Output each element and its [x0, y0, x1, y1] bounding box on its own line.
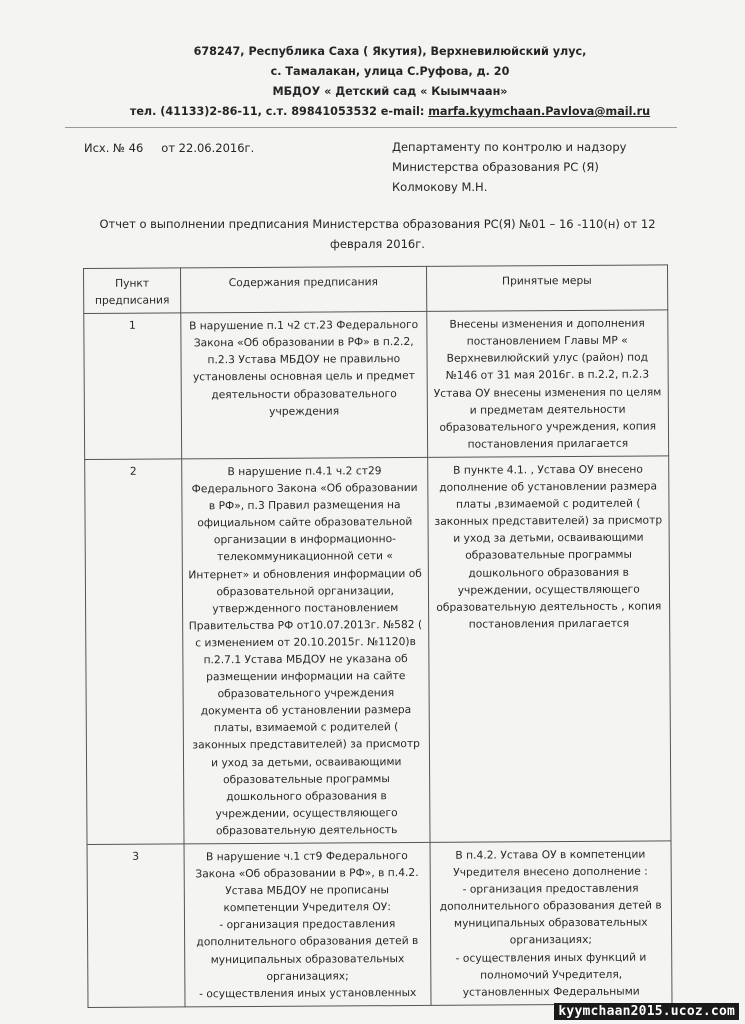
measures-taken: Внесены изменения и дополнения постановлением Главы МР « Верхневилюйский улус (район) под №146 от 31 мая 2016г. в п.2.2, п.2.3 Устава ОУ внесены изменения по целям и предметам деятельности образовательного учреждения, копия постановления прилагается: [426, 310, 668, 457]
letterhead-address: 678247, Республика Саха ( Якутия), Верхневилюйский улус,: [193, 45, 587, 58]
measures-item: - организация предоставления дополнительного образования детей в муниципальных образовательных организациях;: [439, 881, 662, 947]
measures-taken: [430, 841, 672, 1005]
column-header: Содержания предписания: [180, 266, 426, 313]
prescription-item: - организация предоставления дополнительного образования детей в муниципальных образовательных организациях;: [196, 917, 419, 983]
measures-item: - осуществления иных функций и полномочий Учредителя, установленных Федеральными: [455, 950, 647, 999]
table-row: [84, 310, 669, 459]
measures-taken: В пункте 4.1. , Устава ОУ внесено дополнение об установлении размера платы ,взимаемой с родителей ( законных представителей) за присмотр и уход за детьми, осваивающими образовательные программы дошкольного образования в учреждении, осуществляющего образовательную деятельность , копия постановления прилагается: [427, 456, 671, 843]
letterhead-street: с. Тамалакан, улица С.Руфова, д. 20: [270, 65, 510, 78]
letterhead-phone: тел. (41133)2-86-11, с.т. 89841053532 e-mail:: [129, 105, 429, 118]
letterhead-contacts: [110, 102, 670, 122]
prescription-content: В нарушение п.1 ч2 ст.23 Федерального Закона «Об образовании в РФ» в п.2.2, п.2.3 Устава МБДОУ не правильно установлены основная цель и предмет деятельности образовательного учреждения: [181, 312, 427, 459]
addressee-block: [392, 137, 626, 197]
site-watermark: kyymchaan2015.ucoz.com: [554, 1003, 739, 1020]
outgoing-reference: [84, 141, 272, 155]
column-header: Принятые меры: [426, 265, 668, 312]
prescription-item: - осуществления иных установленных: [199, 985, 417, 1001]
column-header: Пункт предписания: [84, 268, 181, 314]
letterhead: [110, 42, 670, 122]
row-number: 1: [84, 313, 182, 459]
addressee-line: Департаменту по контролю и надзору: [392, 140, 627, 154]
table-row: [85, 456, 671, 845]
row-number: 3: [87, 844, 185, 1007]
table-header-row: [84, 265, 668, 314]
outgoing-number: Исх. № 46: [84, 141, 144, 155]
prescription-text: В нарушение ч.1 ст9 Федерального Закона «Об образовании в РФ», в п.4.2. Устава МБДОУ не прописаны компетенции Учредителя ОУ:: [195, 849, 419, 915]
outgoing-date: от 22.06.2016г.: [161, 141, 255, 155]
letterhead-org: МБДОУ « Детский сад « Кыымчаан»: [272, 85, 508, 98]
prescription-table: [83, 264, 673, 1007]
addressee-line: Министерства образования РС (Я): [392, 160, 599, 174]
table-row: [87, 841, 672, 1007]
letterhead-email[interactable]: marfa.kyymchaan.Pavlova@mail.ru: [428, 105, 651, 118]
row-number: 2: [85, 459, 184, 845]
header-divider: [65, 127, 677, 128]
addressee-name: Колмокову М.Н.: [392, 180, 488, 194]
prescription-content: В нарушение п.4.1 ч.2 ст29 Федерального Закона «Об образовании в РФ», п.3 Правил размещения на официальном сайте образовательной организации в информационно-телекоммуникационной сети « Интернет» и обновления информации об образовательной организации, утвержденного постановлением Правительства РФ от10.07.2013г. №582 ( с изменением от 20.10.2015г. №1120)в п.2.7.1 Устава МБДОУ не указана об размещении информации на сайте образовательного учреждения документа об установлении размера платы, взимаемой с родителей ( законных представителей) за присмотр и уход за детьми, осваивающими образовательные программы дошкольного образования в учреждении, осуществляющего образовательную деятельность: [182, 457, 430, 844]
prescription-content: [184, 842, 431, 1006]
report-title: Отчет о выполнении предписания Министерства образования РС(Я) №01 – 16 -110(н) от 12 февраля 2016г.: [99, 217, 656, 251]
measures-text: В п.4.2. Устава ОУ в компетенции Учредителя внесено дополнение :: [453, 847, 648, 879]
